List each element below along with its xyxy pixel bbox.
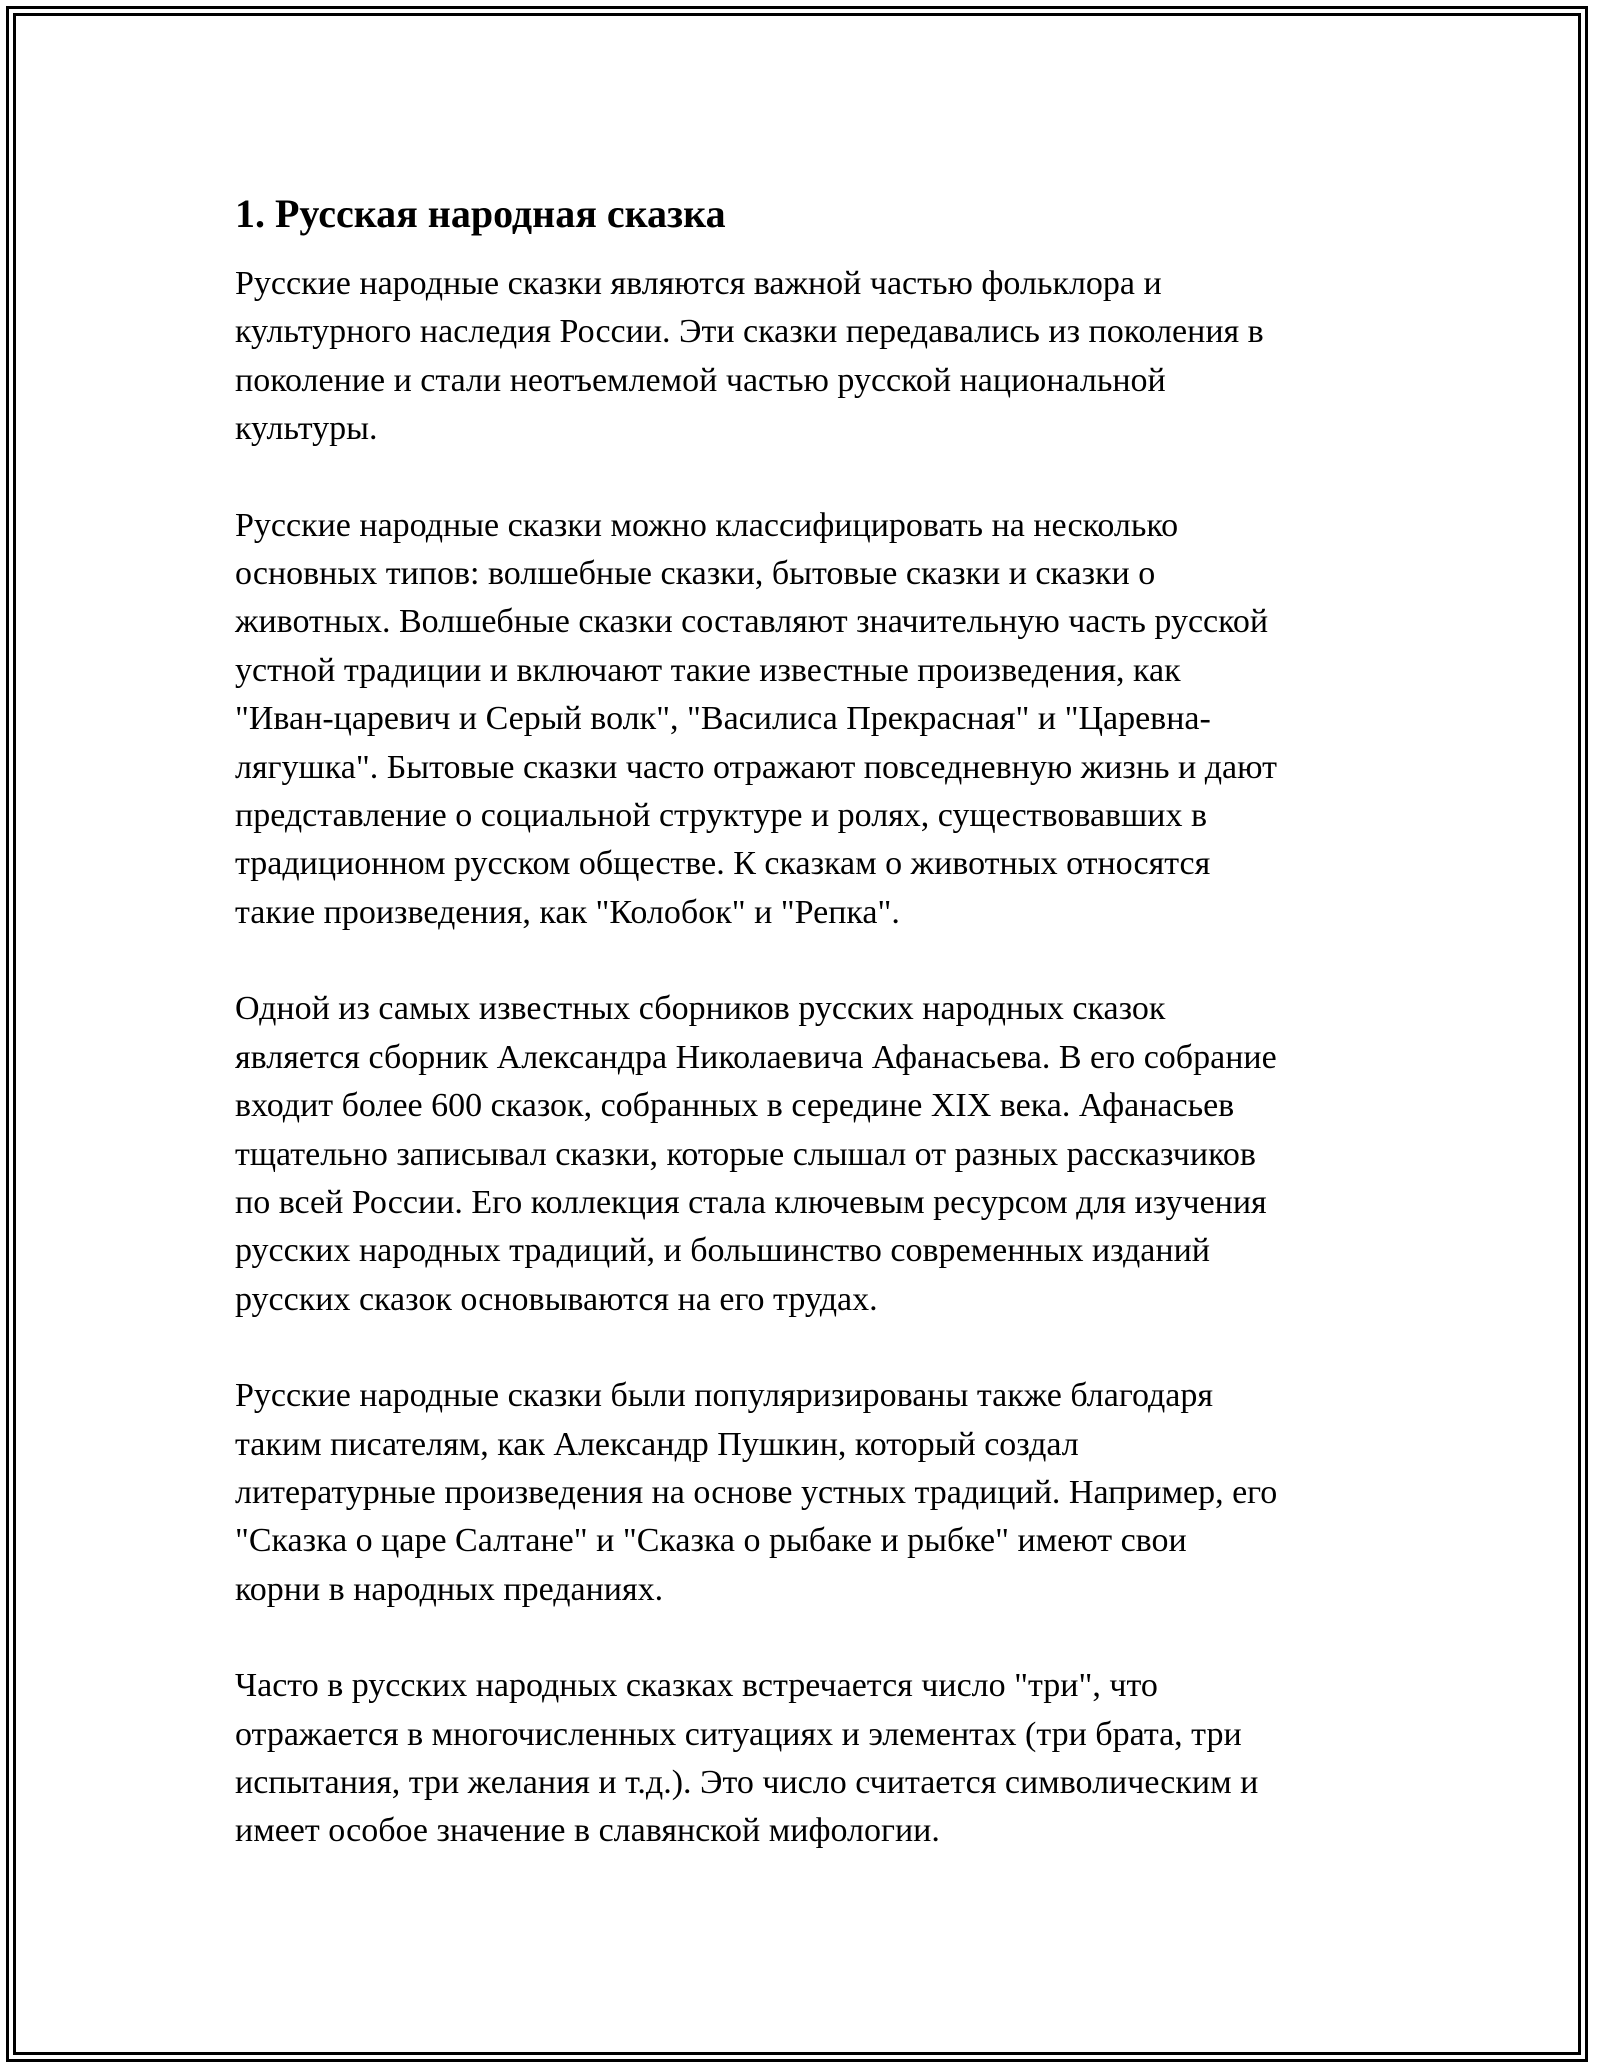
text-line: тщательно записывал сказки, которые слышал от разных рассказчиков <box>235 1135 1256 1173</box>
text-line: русских народных традиций, и большинство современных изданий <box>235 1232 1210 1270</box>
text-line: Одной из самых известных сборников русских народных сказок <box>235 990 1166 1028</box>
paragraph-afanasyev <box>235 985 1375 1324</box>
text-line: "Сказка о царе Салтане" и "Сказка о рыбаке и рыбке" имеют свои <box>235 1522 1187 1560</box>
text-line: входит более 600 сказок, собранных в середине XIX века. Афанасьев <box>235 1087 1235 1125</box>
text-line: русских сказок основываются на его трудах. <box>235 1280 878 1318</box>
text-line: такие произведения, как "Колобок" и "Репка". <box>235 893 900 931</box>
section-heading: 1. Русская народная сказка <box>235 191 726 236</box>
text-line: таким писателям, как Александр Пушкин, который создал <box>235 1425 1079 1463</box>
text-line: Часто в русских народных сказках встречается число "три", что <box>235 1667 1158 1705</box>
document-body <box>235 190 1375 1904</box>
text-line: традиционном русском обществе. К сказкам о животных относятся <box>235 845 1211 883</box>
text-line: Русские народные сказки можно классифицировать на несколько <box>235 506 1179 544</box>
text-line: устной традиции и включают такие известные произведения, как <box>235 651 1181 689</box>
text-line: лягушка". Бытовые сказки часто отражают повседневную жизнь и дают <box>235 748 1277 786</box>
paragraph-types <box>235 502 1375 938</box>
text-line: имеет особое значение в славянской мифологии. <box>235 1812 940 1850</box>
text-line: Русские народные сказки являются важной частью фольклора и <box>235 265 1162 302</box>
text-line: корни в народных преданиях. <box>235 1570 664 1608</box>
text-line: культурного наследия России. Эти сказки передавались из поколения в <box>235 313 1264 351</box>
text-line: представление о социальной структуре и ролях, существовавших в <box>235 797 1208 835</box>
paragraph-number-three <box>235 1662 1375 1856</box>
text-line: литературные произведения на основе устных традиций. Например, его <box>235 1473 1278 1511</box>
text-line: культуры. <box>235 410 378 448</box>
text-line: является сборник Александра Николаевича Афанасьева. В его собрание <box>235 1038 1277 1076</box>
text-line: поколение и стали неотъемлемой частью русской национальной <box>235 361 1166 399</box>
text-line: отражается в многочисленных ситуациях и элементах (три брата, три <box>235 1715 1242 1753</box>
text-line: основных типов: волшебные сказки, бытовые сказки и сказки о <box>235 555 1156 593</box>
paragraph-intro <box>235 260 1375 454</box>
text-line: Русские народные сказки были популяризированы также благодаря <box>235 1377 1213 1415</box>
paragraph-pushkin <box>235 1372 1375 1614</box>
text-line: "Иван-царевич и Серый волк", "Василиса Прекрасная" и "Царевна- <box>235 700 1211 738</box>
text-line: испытания, три желания и т.д.). Это число считается символическим и <box>235 1763 1259 1801</box>
text-line: по всей России. Его коллекция стала ключевым ресурсом для изучения <box>235 1183 1267 1221</box>
text-line: животных. Волшебные сказки составляют значительную часть русской <box>235 603 1269 641</box>
